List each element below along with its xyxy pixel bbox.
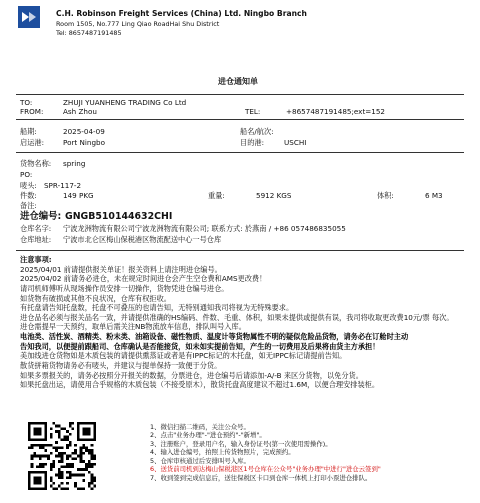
notice-line: 请司机师傅听从现场操作员安排一切操作，货物凭进仓编号进仓。: [20, 283, 229, 293]
step-item: 5、仓库审核通过后安排叫号入库。: [150, 456, 250, 465]
step-item: 3、注册账户，登录用户名，输入身份证号(第一次使用需操作)。: [150, 439, 332, 448]
entry-number-label: 进仓编号:: [20, 211, 62, 222]
tel-value: +8657487191485;ext=152: [286, 107, 385, 116]
cargo-name-label: 货物名称:: [20, 159, 52, 168]
notice-line: 如果多票报关的，请务必按照分开报关的数据，分票进仓，进仓编号后请添加-A/-B 来区分货物，以免分货。: [20, 370, 363, 380]
tel-label: TEL:: [245, 107, 261, 116]
notice-line: 进仓品名必须与报关品名一致，并请提供准确的HS编码、件数、毛重、体积，如果未提供或提供有误，我司将收取更改费10元/票 每次。: [20, 312, 454, 322]
step-item: 2、点击"业务办理"-"进仓预约"-"新增"。: [150, 431, 266, 440]
pol-value: Port Ningbo: [63, 138, 105, 147]
volume-value: 6 M3: [425, 191, 443, 200]
notice-line: 有托盘请告知托盘数，托盘不可叠压的也请告知，无特别通知我司将视为无特殊要求。: [20, 303, 294, 313]
notice-line: 如货物有破损或其他不良状况，仓库有权拒收。: [20, 293, 171, 303]
weight-label: 重量:: [208, 191, 225, 200]
company-name: C.H. Robinson Freight Services (China) Ltd. Ningbo Branch: [56, 9, 307, 18]
destination-value: USCHI: [284, 138, 307, 147]
packages-value: 149 PKG: [63, 191, 94, 200]
weight-value: 5912 KGS: [256, 191, 292, 200]
divider-top: [16, 94, 464, 95]
entry-number-value: GNGB510144632CHI: [65, 211, 173, 222]
warehouse-name-value: 宁波龙洲物流有限公司宁波龙洲物流有限公司; 联系方式: 於燕南 / +86 057486835055: [63, 224, 346, 233]
shipping-mark-label: 唛头:: [20, 181, 37, 190]
sailing-date-value: 2025-04-09: [63, 127, 105, 136]
warehouse-name-label: 仓库名字:: [20, 224, 52, 233]
to-label: TO:: [20, 98, 33, 107]
dangerous-goods-warning: 告知我司，以便提前跟船司、仓库确认是否能接货，如未如实提前告知，产生的一切费用及后果将由货主方承担！: [20, 341, 380, 351]
company-address: Room 1505, No.777 Ling Qiao RoadHai Shu District: [56, 20, 220, 28]
notice-title: 注意事项:: [20, 255, 52, 264]
from-label: FROM:: [20, 107, 44, 116]
notice-line: 美加线进仓货物如是木质包装的请提供熏蒸证或者是有IPPC标记的木托盘，如无IPPC标记请提前告知。: [20, 351, 347, 361]
warehouse-address-label: 仓库地址:: [20, 235, 52, 244]
reservation-steps: [150, 423, 381, 482]
step-item: 4、输入进仓编号，拍照上传货物照片，完成预约。: [150, 448, 295, 457]
company-tel: Tel: 8657487191485: [56, 29, 122, 37]
notice-line: 2025/04/02 前请务必进仓，未在规定时间进仓会产生空仓费和AMS更改费！: [20, 274, 267, 284]
to-value: ZHUJI YUANHENG TRADING Co Ltd: [63, 98, 187, 107]
cargo-name-value: spring: [63, 159, 86, 168]
divider-voyage: [16, 152, 464, 153]
divider-to: [16, 119, 464, 120]
step-item: 1、微信扫描二维码，关注公众号。: [150, 423, 250, 431]
qr-code: [28, 422, 96, 490]
step-item: 7、收到签到完成信息后，送往保税区卡口到仓库一体机上打印小票进仓排队。: [150, 473, 372, 482]
dangerous-goods-warning: 电池类、活性炭、酒精类、粉末类、油箱设备、磁性物质、温度计等货物属性不明的疑似危险品货物，请务必在订舱时主动: [20, 332, 409, 342]
notice-line: 散货拼箱货物请务必有唛头，并建议与提单保持一致便于分货。: [20, 361, 222, 371]
divider-entry: [16, 250, 464, 251]
destination-label: 目的港:: [240, 138, 264, 147]
notice-line: 如果托盘出运，请使用合乎规格的木质包装（不接受原木），散货托盘高度建议不超过1.6M，以便合理安排装柜。: [20, 380, 380, 390]
document-title: 进仓通知单: [218, 77, 258, 86]
pol-label: 启运港:: [20, 138, 44, 147]
packages-label: 件数:: [20, 191, 37, 200]
vessel-label: 船名/航次:: [240, 127, 274, 136]
notice-section: [20, 255, 464, 390]
po-label: PO:: [20, 170, 33, 179]
notice-line: 2025/04/01 前请提供报关单证！报关资料上请注明进仓编号。: [20, 264, 222, 274]
company-logo: [18, 6, 40, 28]
remark-label: 备注:: [20, 201, 37, 210]
from-value: Ash Zhou: [63, 107, 97, 116]
sailing-date-label: 船期:: [20, 127, 37, 136]
notice-line: 进仓需提早一天预约，取单后需关注NB物流放车信息，排队叫号入库。: [20, 322, 246, 332]
warehouse-address-value: 宁波市北仑区梅山保税港区物流配送中心一号仓库: [63, 235, 222, 244]
step-item-highlight: 6、送货前司机到达梅山保税港区1号仓库在公众号"业务办理"中进行"进仓云签到": [150, 465, 381, 474]
shipping-mark-value: SPR-117-2: [44, 181, 82, 190]
volume-label: 体积:: [377, 191, 394, 200]
